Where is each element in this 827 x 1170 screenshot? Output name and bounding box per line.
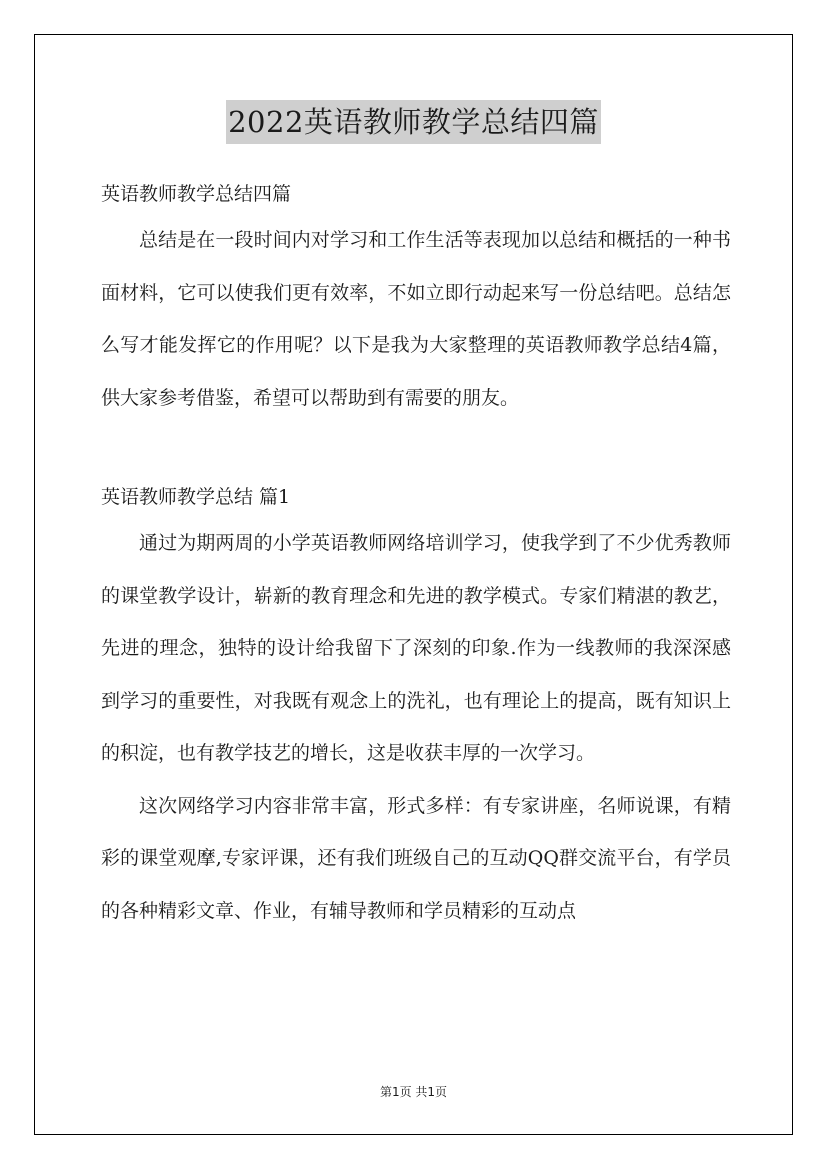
spacer (101, 424, 731, 452)
document-title: 2022英语教师教学总结四篇 (226, 100, 601, 144)
body-paragraph-1: 通过为期两周的小学英语教师网络培训学习，使我学到了不少优秀教师的课堂教学设计，崭新的教育理念和先进的教学模式。专家们精湛的教艺，先进的理念，独特的设计给我留下了深刻的印象.作为一线教师的我深深感到学习的重要性，对我既有观念上的洗礼，也有理论上的提高，既有知识上的积淀，也有教学技艺的增长，这是收获丰厚的一次学习。 (101, 532, 731, 764)
page-footer: 第1页 共1页 (379, 1085, 448, 1099)
intro-paragraph: 总结是在一段时间内对学习和工作生活等表现加以总结和概括的一种书面材料，它可以使我们更有效率，不如立即行动起来写一份总结吧。总结怎么写才能发挥它的作用呢？以下是我为大家整理的英语教师教学总结4篇，供大家参考借鉴，希望可以帮助到有需要的朋友。 (101, 229, 731, 409)
section-heading: 英语教师教学总结 篇1 (101, 486, 291, 508)
intro-heading: 英语教师教学总结四篇 (101, 183, 292, 205)
body-paragraph-2: 这次网络学习内容非常丰富，形式多样：有专家讲座，名师说课，有精彩的课堂观摩,专家评课，还有我们班级自己的互动QQ群交流平台，有学员的各种精彩文章、作业，有辅导教师和学员精彩的互动点 (101, 794, 731, 922)
title-wrapper (0, 100, 827, 144)
document-body (101, 175, 731, 937)
